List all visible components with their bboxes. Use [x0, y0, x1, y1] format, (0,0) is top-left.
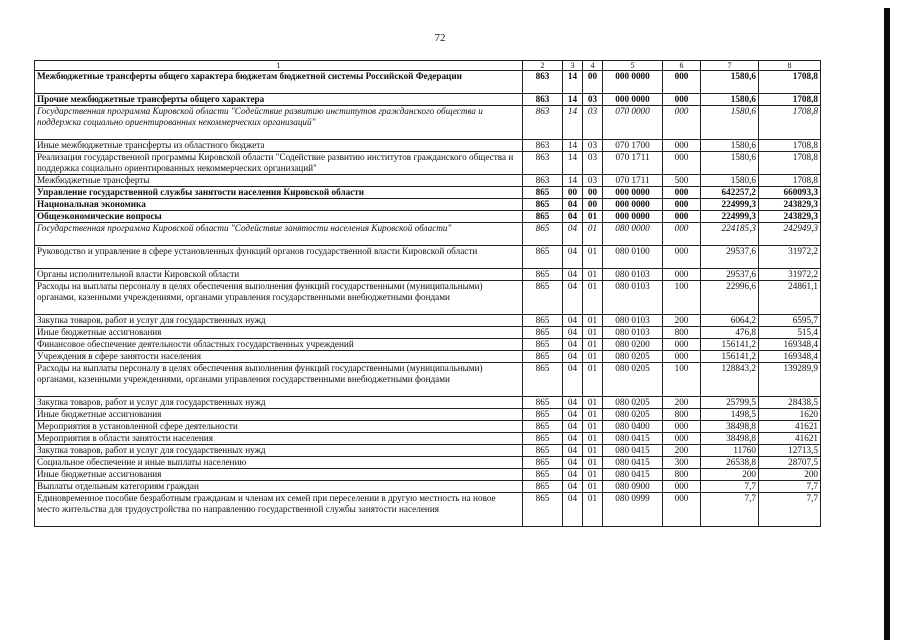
amount-year2-cell: 1708,8 — [759, 175, 821, 187]
code-ministry-cell: 865 — [523, 199, 563, 211]
code-expense-type-cell: 000 — [663, 187, 701, 199]
code-ministry-cell: 863 — [523, 152, 563, 175]
table-row — [35, 457, 821, 469]
amount-year1-cell: 38498,8 — [701, 433, 759, 445]
code-ministry-cell: 865 — [523, 351, 563, 363]
code-target-item-cell: 080 0415 — [603, 445, 663, 457]
column-number: 2 — [523, 61, 563, 71]
code-ministry-cell: 865 — [523, 187, 563, 199]
code-subsection-cell: 01 — [583, 246, 603, 269]
table-row — [35, 106, 821, 140]
code-subsection-cell: 01 — [583, 211, 603, 223]
code-ministry-cell: 865 — [523, 445, 563, 457]
amount-year2-cell: 24861,1 — [759, 281, 821, 315]
code-ministry-cell: 865 — [523, 457, 563, 469]
row-name-cell: Иные бюджетные ассигнования — [35, 327, 523, 339]
amount-year1-cell: 1580,6 — [701, 175, 759, 187]
table-row — [35, 363, 821, 397]
amount-year2-cell: 12713,5 — [759, 445, 821, 457]
table-row — [35, 71, 821, 94]
column-number: 8 — [759, 61, 821, 71]
code-section-cell: 04 — [563, 339, 583, 351]
table-row — [35, 469, 821, 481]
code-subsection-cell: 01 — [583, 363, 603, 397]
amount-year1-cell: 224185,3 — [701, 223, 759, 246]
amount-year1-cell: 22996,6 — [701, 281, 759, 315]
column-number: 7 — [701, 61, 759, 71]
code-target-item-cell: 080 0415 — [603, 457, 663, 469]
code-ministry-cell: 865 — [523, 246, 563, 269]
row-name-cell: Социальное обеспечение и иные выплаты населению — [35, 457, 523, 469]
amount-year2-cell: 515,4 — [759, 327, 821, 339]
amount-year2-cell: 31972,2 — [759, 246, 821, 269]
amount-year2-cell: 169348,4 — [759, 351, 821, 363]
code-expense-type-cell: 000 — [663, 140, 701, 152]
code-section-cell: 14 — [563, 94, 583, 106]
code-expense-type-cell: 000 — [663, 481, 701, 493]
code-target-item-cell: 080 0205 — [603, 397, 663, 409]
code-section-cell: 04 — [563, 199, 583, 211]
amount-year2-cell: 243829,3 — [759, 211, 821, 223]
amount-year1-cell: 26538,8 — [701, 457, 759, 469]
code-ministry-cell: 865 — [523, 315, 563, 327]
amount-year2-cell: 1708,8 — [759, 140, 821, 152]
code-subsection-cell: 01 — [583, 481, 603, 493]
code-target-item-cell: 080 0200 — [603, 339, 663, 351]
amount-year1-cell: 476,8 — [701, 327, 759, 339]
code-section-cell: 04 — [563, 421, 583, 433]
code-expense-type-cell: 000 — [663, 152, 701, 175]
code-subsection-cell: 00 — [583, 187, 603, 199]
code-subsection-cell: 00 — [583, 71, 603, 94]
code-expense-type-cell: 000 — [663, 493, 701, 527]
code-target-item-cell: 080 0400 — [603, 421, 663, 433]
table-row — [35, 281, 821, 315]
table-row — [35, 140, 821, 152]
code-target-item-cell: 080 0415 — [603, 433, 663, 445]
code-section-cell: 04 — [563, 445, 583, 457]
code-section-cell: 04 — [563, 281, 583, 315]
code-target-item-cell: 080 0103 — [603, 281, 663, 315]
code-expense-type-cell: 800 — [663, 409, 701, 421]
row-name-cell: Управление государственной службы занятости населения Кировской области — [35, 187, 523, 199]
amount-year2-cell: 1708,8 — [759, 152, 821, 175]
table-row — [35, 481, 821, 493]
code-section-cell: 04 — [563, 433, 583, 445]
code-section-cell: 14 — [563, 106, 583, 140]
code-target-item-cell: 080 0999 — [603, 493, 663, 527]
code-target-item-cell: 080 0900 — [603, 481, 663, 493]
amount-year2-cell: 169348,4 — [759, 339, 821, 351]
code-subsection-cell: 01 — [583, 315, 603, 327]
code-ministry-cell: 865 — [523, 493, 563, 527]
table-row — [35, 315, 821, 327]
column-number: 3 — [563, 61, 583, 71]
table-row — [35, 433, 821, 445]
table-row — [35, 445, 821, 457]
table-row — [35, 339, 821, 351]
row-name-cell: Общеэкономические вопросы — [35, 211, 523, 223]
code-subsection-cell: 03 — [583, 140, 603, 152]
code-expense-type-cell: 000 — [663, 351, 701, 363]
amount-year2-cell: 28707,5 — [759, 457, 821, 469]
code-target-item-cell: 080 0000 — [603, 223, 663, 246]
amount-year1-cell: 38498,8 — [701, 421, 759, 433]
column-number: 1 — [35, 61, 523, 71]
table-row — [35, 409, 821, 421]
code-section-cell: 04 — [563, 269, 583, 281]
code-target-item-cell: 080 0103 — [603, 327, 663, 339]
amount-year2-cell: 200 — [759, 469, 821, 481]
code-subsection-cell: 01 — [583, 457, 603, 469]
code-ministry-cell: 865 — [523, 211, 563, 223]
amount-year1-cell: 156141,2 — [701, 339, 759, 351]
table-row — [35, 187, 821, 199]
amount-year1-cell: 1580,6 — [701, 152, 759, 175]
code-target-item-cell: 000 0000 — [603, 211, 663, 223]
code-expense-type-cell: 200 — [663, 315, 701, 327]
row-name-cell: Иные бюджетные ассигнования — [35, 409, 523, 421]
row-name-cell: Расходы на выплаты персоналу в целях обеспечения выполнения функций государственными (муниципальными) органами, казенными учреждениями, органами управления государственными внебюджетными фондами — [35, 363, 523, 397]
row-name-cell: Мероприятия в области занятости населения — [35, 433, 523, 445]
code-expense-type-cell: 000 — [663, 269, 701, 281]
amount-year1-cell: 156141,2 — [701, 351, 759, 363]
table-body — [35, 61, 821, 527]
code-subsection-cell: 01 — [583, 339, 603, 351]
amount-year2-cell: 6595,7 — [759, 315, 821, 327]
code-section-cell: 14 — [563, 140, 583, 152]
amount-year2-cell: 28438,5 — [759, 397, 821, 409]
amount-year2-cell: 242949,3 — [759, 223, 821, 246]
amount-year1-cell: 1580,6 — [701, 94, 759, 106]
code-expense-type-cell: 000 — [663, 71, 701, 94]
amount-year2-cell: 1708,8 — [759, 94, 821, 106]
row-name-cell: Руководство и управление в сфере установленных функций органов государственной власти Кировской области — [35, 246, 523, 269]
table-row — [35, 223, 821, 246]
code-section-cell: 04 — [563, 469, 583, 481]
amount-year1-cell: 7,7 — [701, 493, 759, 527]
row-name-cell: Закупка товаров, работ и услуг для государственных нужд — [35, 397, 523, 409]
row-name-cell: Финансовое обеспечение деятельности областных государственных учреждений — [35, 339, 523, 351]
table-row — [35, 211, 821, 223]
code-ministry-cell: 865 — [523, 223, 563, 246]
row-name-cell: Учреждения в сфере занятости населения — [35, 351, 523, 363]
code-subsection-cell: 01 — [583, 409, 603, 421]
column-number: 6 — [663, 61, 701, 71]
code-subsection-cell: 01 — [583, 223, 603, 246]
amount-year1-cell: 25799,5 — [701, 397, 759, 409]
row-name-cell: Национальная экономика — [35, 199, 523, 211]
amount-year1-cell: 1580,6 — [701, 140, 759, 152]
code-expense-type-cell: 100 — [663, 363, 701, 397]
code-expense-type-cell: 800 — [663, 469, 701, 481]
code-ministry-cell: 865 — [523, 421, 563, 433]
code-subsection-cell: 03 — [583, 175, 603, 187]
code-section-cell: 04 — [563, 246, 583, 269]
row-name-cell: Расходы на выплаты персоналу в целях обеспечения выполнения функций государственными (муниципальными) органами, казенными учреждениями, органами управления государственными внебюджетными фондами — [35, 281, 523, 315]
code-section-cell: 04 — [563, 363, 583, 397]
code-ministry-cell: 863 — [523, 71, 563, 94]
amount-year1-cell: 7,7 — [701, 481, 759, 493]
code-subsection-cell: 03 — [583, 152, 603, 175]
code-section-cell: 04 — [563, 493, 583, 527]
row-name-cell: Межбюджетные трансферты общего характера бюджетам бюджетной системы Российской Федерации — [35, 71, 523, 94]
code-subsection-cell: 01 — [583, 493, 603, 527]
code-subsection-cell: 01 — [583, 421, 603, 433]
row-name-cell: Прочие межбюджетные трансферты общего характера — [35, 94, 523, 106]
code-ministry-cell: 863 — [523, 175, 563, 187]
code-subsection-cell: 01 — [583, 269, 603, 281]
code-expense-type-cell: 000 — [663, 199, 701, 211]
code-section-cell: 04 — [563, 211, 583, 223]
code-subsection-cell: 01 — [583, 327, 603, 339]
table-row — [35, 246, 821, 269]
scan-edge-bar — [884, 8, 890, 640]
amount-year1-cell: 200 — [701, 469, 759, 481]
table-row — [35, 199, 821, 211]
row-name-cell: Межбюджетные трансферты — [35, 175, 523, 187]
code-section-cell: 14 — [563, 175, 583, 187]
code-section-cell: 14 — [563, 71, 583, 94]
row-name-cell: Мероприятия в установленной сфере деятельности — [35, 421, 523, 433]
row-name-cell: Единовременное пособие безработным гражданам и членам их семей при переселении в другую местность на новое место жительства для трудоустройства по направлению государственной службы занятости населения — [35, 493, 523, 527]
code-ministry-cell: 865 — [523, 409, 563, 421]
code-ministry-cell: 865 — [523, 327, 563, 339]
amount-year1-cell: 642257,2 — [701, 187, 759, 199]
code-subsection-cell: 01 — [583, 433, 603, 445]
table-row — [35, 152, 821, 175]
amount-year1-cell: 1580,6 — [701, 106, 759, 140]
amount-year1-cell: 224999,3 — [701, 211, 759, 223]
row-name-cell: Иные бюджетные ассигнования — [35, 469, 523, 481]
code-section-cell: 04 — [563, 315, 583, 327]
code-expense-type-cell: 200 — [663, 445, 701, 457]
code-expense-type-cell: 300 — [663, 457, 701, 469]
amount-year2-cell: 41621 — [759, 433, 821, 445]
code-subsection-cell: 03 — [583, 106, 603, 140]
code-ministry-cell: 865 — [523, 281, 563, 315]
amount-year1-cell: 29537,6 — [701, 246, 759, 269]
code-ministry-cell: 865 — [523, 397, 563, 409]
code-expense-type-cell: 000 — [663, 246, 701, 269]
code-subsection-cell: 01 — [583, 397, 603, 409]
amount-year1-cell: 11760 — [701, 445, 759, 457]
code-expense-type-cell: 000 — [663, 106, 701, 140]
code-subsection-cell: 01 — [583, 469, 603, 481]
code-section-cell: 00 — [563, 187, 583, 199]
code-section-cell: 04 — [563, 481, 583, 493]
code-subsection-cell: 03 — [583, 94, 603, 106]
code-section-cell: 04 — [563, 397, 583, 409]
amount-year1-cell: 224999,3 — [701, 199, 759, 211]
code-ministry-cell: 865 — [523, 269, 563, 281]
amount-year1-cell: 1498,5 — [701, 409, 759, 421]
amount-year2-cell: 243829,3 — [759, 199, 821, 211]
code-ministry-cell: 865 — [523, 469, 563, 481]
page-number: 72 — [434, 32, 446, 44]
amount-year2-cell: 139289,9 — [759, 363, 821, 397]
code-expense-type-cell: 000 — [663, 339, 701, 351]
row-name-cell: Закупка товаров, работ и услуг для государственных нужд — [35, 315, 523, 327]
amount-year2-cell: 41621 — [759, 421, 821, 433]
table-row — [35, 94, 821, 106]
code-target-item-cell: 070 1711 — [603, 175, 663, 187]
code-subsection-cell: 01 — [583, 281, 603, 315]
code-target-item-cell: 080 0205 — [603, 351, 663, 363]
code-target-item-cell: 080 0100 — [603, 246, 663, 269]
code-expense-type-cell: 000 — [663, 211, 701, 223]
column-number: 5 — [603, 61, 663, 71]
code-expense-type-cell: 000 — [663, 433, 701, 445]
code-ministry-cell: 863 — [523, 140, 563, 152]
table-row — [35, 175, 821, 187]
code-subsection-cell: 01 — [583, 351, 603, 363]
code-ministry-cell: 865 — [523, 481, 563, 493]
code-ministry-cell: 863 — [523, 106, 563, 140]
column-number: 4 — [583, 61, 603, 71]
code-target-item-cell: 080 0205 — [603, 409, 663, 421]
code-target-item-cell: 080 0205 — [603, 363, 663, 397]
code-ministry-cell: 865 — [523, 363, 563, 397]
code-target-item-cell: 070 0000 — [603, 106, 663, 140]
amount-year2-cell: 660093,3 — [759, 187, 821, 199]
code-subsection-cell: 01 — [583, 445, 603, 457]
amount-year1-cell: 6064,2 — [701, 315, 759, 327]
amount-year2-cell: 7,7 — [759, 493, 821, 527]
code-expense-type-cell: 500 — [663, 175, 701, 187]
code-section-cell: 04 — [563, 327, 583, 339]
code-expense-type-cell: 100 — [663, 281, 701, 315]
row-name-cell: Государственная программа Кировской области "Содействие занятости населения Кировской области" — [35, 223, 523, 246]
amount-year1-cell: 29537,6 — [701, 269, 759, 281]
row-name-cell: Органы исполнительной власти Кировской области — [35, 269, 523, 281]
code-target-item-cell: 070 1711 — [603, 152, 663, 175]
code-target-item-cell: 000 0000 — [603, 199, 663, 211]
row-name-cell: Реализация государственной программы Кировской области "Содействие развитию институтов гражданского общества и поддержка социально ориентированных некоммерческих организаций" — [35, 152, 523, 175]
code-target-item-cell: 000 0000 — [603, 71, 663, 94]
code-expense-type-cell: 000 — [663, 94, 701, 106]
amount-year2-cell: 7,7 — [759, 481, 821, 493]
code-section-cell: 04 — [563, 351, 583, 363]
code-section-cell: 04 — [563, 457, 583, 469]
table-row — [35, 421, 821, 433]
code-ministry-cell: 863 — [523, 94, 563, 106]
amount-year1-cell: 1580,6 — [701, 71, 759, 94]
code-target-item-cell: 000 0000 — [603, 94, 663, 106]
amount-year2-cell: 31972,2 — [759, 269, 821, 281]
row-name-cell: Государственная программа Кировской области "Содействие развитию институтов гражданского общества и поддержка социально ориентированных некоммерческих организаций" — [35, 106, 523, 140]
row-name-cell: Закупка товаров, работ и услуг для государственных нужд — [35, 445, 523, 457]
code-target-item-cell: 070 1700 — [603, 140, 663, 152]
code-target-item-cell: 080 0103 — [603, 315, 663, 327]
code-ministry-cell: 865 — [523, 433, 563, 445]
table-row — [35, 327, 821, 339]
code-expense-type-cell: 800 — [663, 327, 701, 339]
code-ministry-cell: 865 — [523, 339, 563, 351]
code-expense-type-cell: 000 — [663, 421, 701, 433]
amount-year2-cell: 1708,8 — [759, 71, 821, 94]
row-name-cell: Иные межбюджетные трансферты из областного бюджета — [35, 140, 523, 152]
code-target-item-cell: 000 0000 — [603, 187, 663, 199]
table-row — [35, 493, 821, 527]
table-row — [35, 397, 821, 409]
code-target-item-cell: 080 0415 — [603, 469, 663, 481]
code-subsection-cell: 00 — [583, 199, 603, 211]
amount-year2-cell: 1708,8 — [759, 106, 821, 140]
amount-year1-cell: 128843,2 — [701, 363, 759, 397]
row-name-cell: Выплаты отдельным категориям граждан — [35, 481, 523, 493]
code-section-cell: 04 — [563, 223, 583, 246]
table-row — [35, 269, 821, 281]
code-expense-type-cell: 200 — [663, 397, 701, 409]
amount-year2-cell: 1620 — [759, 409, 821, 421]
code-target-item-cell: 080 0103 — [603, 269, 663, 281]
table-row — [35, 351, 821, 363]
code-section-cell: 14 — [563, 152, 583, 175]
budget-table — [34, 60, 821, 527]
code-section-cell: 04 — [563, 409, 583, 421]
column-number-row — [35, 61, 821, 71]
code-expense-type-cell: 000 — [663, 223, 701, 246]
